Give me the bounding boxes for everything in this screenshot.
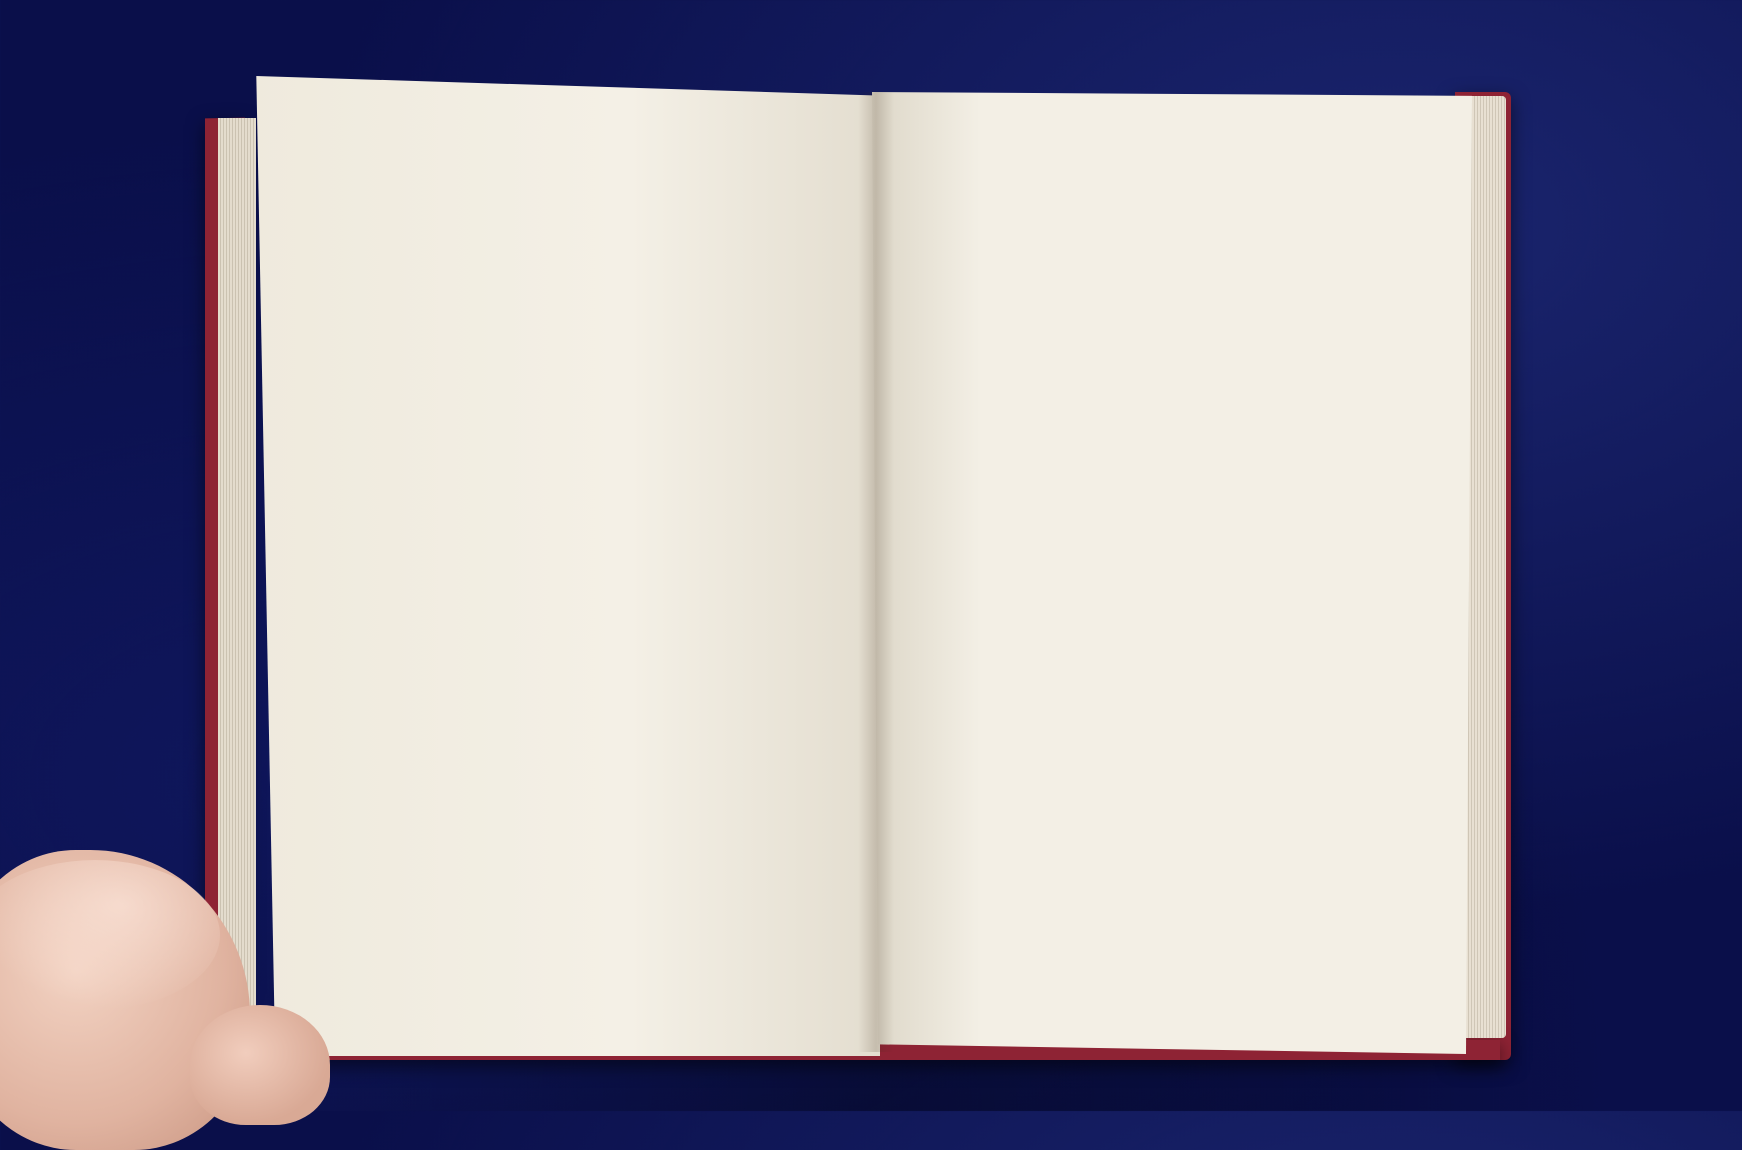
right-page-text bbox=[922, 150, 1390, 200]
right-top-line bbox=[922, 150, 1390, 152]
right-page bbox=[872, 92, 1472, 1054]
book-gutter bbox=[858, 92, 894, 1052]
page-edges-left bbox=[218, 118, 256, 1018]
left-page bbox=[250, 76, 880, 1056]
page-edges-right bbox=[1466, 96, 1506, 1038]
thumb bbox=[190, 1005, 330, 1125]
left-page-text bbox=[370, 146, 832, 152]
